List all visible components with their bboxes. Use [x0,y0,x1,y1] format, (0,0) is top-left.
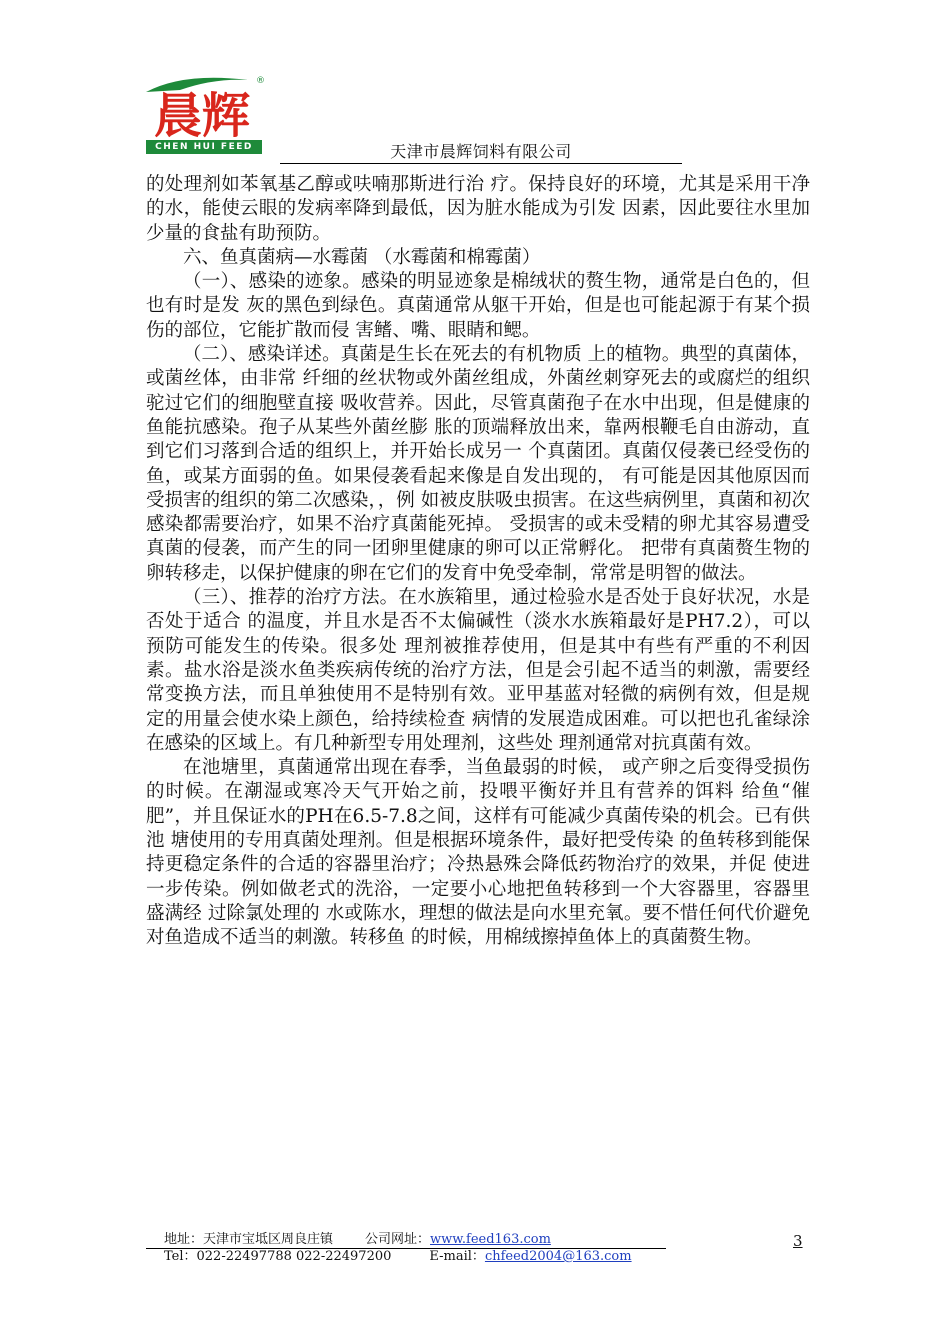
paragraph-details: （二）、感染详述。真菌是生长在死去的有机物质 上的植物。典型的真菌体，或菌丝体，由非常 纤细的丝状物或外菌丝组成，外菌丝刺穿死去的或腐烂的组织驼过它们的细胞壁直接 吸收营养。因此，尽管真菌孢子在水中出现，但是健康的鱼能抗感染。孢子从某些外菌丝膨 胀的顶端释放出来，靠两根鞭毛自由游动，直到它们习落到合适的组织上，并开始长成另一 个真菌团。真菌仅侵袭已经受伤的鱼，或某方面弱的鱼。如果侵袭看起来像是自发出现的， 有可能是因其他原因而受损害的组织的第二次感染，，例 如被皮肤吸虫损害。在这些病例里，真菌和初次感染都需要治疗，如果不治疗真菌能死掉。 受损害的或未受精的卵尤其容易遭受真菌的侵袭，而产生的同一团卵里健康的卵可以正常孵化。 把带有真菌赘生物的卵转移走，以保护健康的卵在它们的发育中免受牵制，常常是明智的做法。 [146,344,810,584]
paragraph-signs: （一）、感染的迹象。感染的明显迹象是棉绒状的赘生物，通常是白色的，但也有时是发 灰的黑色到绿色。真菌通常从躯干开始，但是也可能起源于有某个损伤的部位，它能扩散而侵 害鳍、嘴、眼睛和鳃。 [146,271,810,341]
page-number: 3 [793,1232,803,1250]
footer-address: 地址：天津市宝坻区周良庄镇 [164,1232,334,1247]
logo-mark-icon [144,70,264,140]
footer-website-label: 公司网址： [365,1232,431,1247]
logo-subtitle: CHEN HUI FEED [146,140,262,154]
company-name: 天津市晨辉饲料有限公司 [280,142,682,164]
document-body [146,173,810,951]
paragraph-continuation: 的处理剂如苯氧基乙醇或呋喃那斯进行治 疗。保持良好的环境，尤其是采用干净的水，能使云眼的发病率降到最低，因为脏水能成为引发 因素，因此要往水里加少量的食盐有助预防。 [146,174,810,244]
footer-website-link[interactable]: www.feed163.com [430,1232,551,1247]
paragraph-treatment: （三）、推荐的治疗方法。在水族箱里，通过检验水是否处于良好状况，水是否处于适合 的温度，并且水是否不太偏碱性（淡水水族箱最好是PH7.2），可以预防可能发生的传染。很多处 理剂被推荐使用，但是其中有些有严重的不利因素。盐水浴是淡水鱼类疾病传统的治疗方法，但是会引起不适当的刺激，需要经常变换方法，而且单独使用不是特别有效。亚甲基蓝对轻微的病例有效，但是规定的用量会使水染上颜色，给持续检查 病情的发展造成困难。可以把也孔雀绿涂在感染的区域上。有几种新型专用处理剂，这些处 理剂通常对抗真菌有效。 [146,587,810,754]
footer-line-1 [146,1232,666,1249]
footer-email-link[interactable]: chfeed2004@163.com [484,1249,632,1264]
page-footer [146,1232,666,1265]
section-heading: 六、鱼真菌病—水霉菌 （水霉菌和棉霉菌） [183,246,541,268]
registered-mark: ® [256,76,265,86]
footer-line-2 [146,1249,666,1265]
footer-email-label: E-mail： [429,1249,485,1264]
logo-text: 晨辉 [153,88,251,140]
footer-tel: Tel：022-22497788 022-22497200 [164,1249,392,1264]
paragraph-pond: 在池塘里，真菌通常出现在春季，当鱼最弱的时候， 或产卵之后变得受损伤的时候。在潮湿或寒冷天气开始之前，投喂平衡好并且有营养的饵料 给鱼“催肥”，并且保证水的PH在6.5-7.8之间，这样有可能减少真菌传染的机会。已有供池 塘使用的专用真菌处理剂。但是根据环境条件，最好把受传染 的鱼转移到能保持更稳定条件的合适的容器里治疗；冷热悬殊会降低药物治疗的效果，并促 使进一步传染。例如做老式的洗浴，一定要小心地把鱼转移到一个大容器里，容器里盛满经 过除氯处理的 水或陈水，理想的做法是向水里充氧。要不惜任何代价避免对鱼造成不适当的刺激。转移鱼 的时候，用棉绒擦掉鱼体上的真菌赘生物。 [146,757,810,949]
company-logo [144,70,264,156]
